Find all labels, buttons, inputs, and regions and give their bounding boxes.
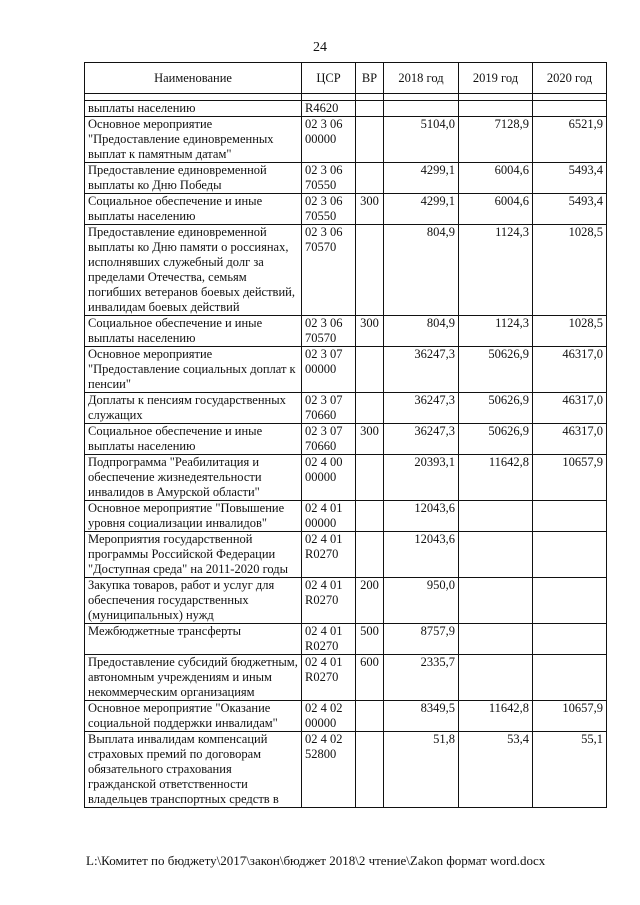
row-vr-cell: 200	[356, 578, 384, 624]
row-vr-cell	[356, 455, 384, 501]
row-2019-cell	[459, 101, 533, 117]
row-2018-cell: 20393,1	[384, 455, 459, 501]
row-2020-cell: 10657,9	[533, 701, 607, 732]
row-2018-cell: 36247,3	[384, 347, 459, 393]
row-name-cell: Закупка товаров, работ и услуг для обеспечения государственных (муниципальных) нужд	[85, 578, 302, 624]
row-csr-cell: 02 4 01 R0270	[302, 578, 356, 624]
row-name-cell: Основное мероприятие "Повышение уровня социализации инвалидов"	[85, 501, 302, 532]
row-2018-cell: 804,9	[384, 225, 459, 316]
row-vr-cell	[356, 101, 384, 117]
header-row	[85, 63, 607, 94]
row-2018-cell: 4299,1	[384, 163, 459, 194]
table-row	[85, 501, 607, 532]
row-vr-cell	[356, 117, 384, 163]
table-row	[85, 701, 607, 732]
row-vr-cell: 300	[356, 316, 384, 347]
row-vr-cell	[356, 701, 384, 732]
table-row	[85, 194, 607, 225]
row-csr-cell: 02 3 06 70570	[302, 316, 356, 347]
row-name-cell: Социальное обеспечение и иные выплаты населению	[85, 316, 302, 347]
row-2019-cell: 1124,3	[459, 316, 533, 347]
budget-table	[84, 62, 607, 808]
row-csr-cell: 02 3 06 70550	[302, 194, 356, 225]
row-2019-cell: 50626,9	[459, 347, 533, 393]
row-2020-cell: 10657,9	[533, 455, 607, 501]
row-name-cell: Предоставление единовременной выплаты ко Дню Победы	[85, 163, 302, 194]
row-vr-cell: 500	[356, 624, 384, 655]
row-name-cell: Предоставление единовременной выплаты ко Дню памяти о россиянах, исполнявших служебный долг за пределами Отечества, семьям погибших ветеранов боевых действий, инвалидам боевых действий	[85, 225, 302, 316]
row-2020-cell: 5493,4	[533, 194, 607, 225]
row-2020-cell	[533, 655, 607, 701]
row-2020-cell: 46317,0	[533, 393, 607, 424]
row-csr-cell: 02 4 02 52800	[302, 732, 356, 808]
col-header-2018: 2018 год	[384, 63, 459, 94]
row-2020-cell: 46317,0	[533, 424, 607, 455]
row-2018-cell: 36247,3	[384, 424, 459, 455]
row-2020-cell: 6521,9	[533, 117, 607, 163]
row-2020-cell	[533, 101, 607, 117]
row-vr-cell	[356, 393, 384, 424]
table-row	[85, 347, 607, 393]
row-name-cell: Межбюджетные трансферты	[85, 624, 302, 655]
row-csr-cell: R4620	[302, 101, 356, 117]
col-header-2020: 2020 год	[533, 63, 607, 94]
row-name-cell: выплаты населению	[85, 101, 302, 117]
row-csr-cell: 02 4 01 R0270	[302, 624, 356, 655]
row-csr-cell: 02 3 07 70660	[302, 393, 356, 424]
row-name-cell: Подпрограмма "Реабилитация и обеспечение жизнедеятельности инвалидов в Амурской области"	[85, 455, 302, 501]
row-2019-cell: 50626,9	[459, 393, 533, 424]
row-2019-cell: 11642,8	[459, 701, 533, 732]
row-2019-cell	[459, 578, 533, 624]
row-2018-cell: 5104,0	[384, 117, 459, 163]
col-header-2019: 2019 год	[459, 63, 533, 94]
row-name-cell: Социальное обеспечение и иные выплаты населению	[85, 194, 302, 225]
file-path-footer: L:\Комитет по бюджету\2017\закон\бюджет 2018\2 чтение\Zakon формат word.docx	[86, 853, 546, 868]
row-2020-cell: 1028,5	[533, 225, 607, 316]
row-vr-cell	[356, 163, 384, 194]
table-row	[85, 117, 607, 163]
spacer-row	[85, 94, 607, 101]
row-csr-cell: 02 3 07 00000	[302, 347, 356, 393]
col-header-vr: ВР	[356, 63, 384, 94]
row-2018-cell: 8349,5	[384, 701, 459, 732]
row-2020-cell	[533, 624, 607, 655]
table-row	[85, 532, 607, 578]
table-row	[85, 624, 607, 655]
row-vr-cell: 300	[356, 194, 384, 225]
row-2018-cell	[384, 101, 459, 117]
row-2019-cell: 6004,6	[459, 194, 533, 225]
col-header-name: Наименование	[85, 63, 302, 94]
row-vr-cell	[356, 347, 384, 393]
row-2019-cell: 50626,9	[459, 424, 533, 455]
row-vr-cell: 300	[356, 424, 384, 455]
table-row	[85, 225, 607, 316]
row-2018-cell: 4299,1	[384, 194, 459, 225]
row-2019-cell: 1124,3	[459, 225, 533, 316]
row-2019-cell: 11642,8	[459, 455, 533, 501]
table-row	[85, 732, 607, 808]
table-row	[85, 455, 607, 501]
row-name-cell: Выплата инвалидам компенсаций страховых премий по договорам обязательного страхования гражданской ответственности владельцев транспортных средств в	[85, 732, 302, 808]
row-csr-cell: 02 3 06 70570	[302, 225, 356, 316]
row-vr-cell	[356, 501, 384, 532]
row-2019-cell: 6004,6	[459, 163, 533, 194]
row-csr-cell: 02 4 01 R0270	[302, 655, 356, 701]
table-row	[85, 316, 607, 347]
row-csr-cell: 02 4 00 00000	[302, 455, 356, 501]
row-2019-cell: 53,4	[459, 732, 533, 808]
row-2020-cell	[533, 532, 607, 578]
row-csr-cell: 02 3 06 70550	[302, 163, 356, 194]
row-2019-cell	[459, 501, 533, 532]
row-2020-cell	[533, 501, 607, 532]
row-vr-cell	[356, 732, 384, 808]
row-2018-cell: 950,0	[384, 578, 459, 624]
row-vr-cell	[356, 225, 384, 316]
row-2018-cell: 804,9	[384, 316, 459, 347]
page-number: 24	[313, 40, 327, 55]
row-name-cell: Основное мероприятие "Предоставление единовременных выплат к памятным датам"	[85, 117, 302, 163]
row-name-cell: Предоставление субсидий бюджетным, автономным учреждениям и иным некоммерческим организациям	[85, 655, 302, 701]
row-name-cell: Социальное обеспечение и иные выплаты населению	[85, 424, 302, 455]
table-row	[85, 578, 607, 624]
row-vr-cell: 600	[356, 655, 384, 701]
row-2018-cell: 51,8	[384, 732, 459, 808]
row-name-cell: Мероприятия государственной программы Российской Федерации "Доступная среда" на 2011-2020 годы	[85, 532, 302, 578]
row-name-cell: Доплаты к пенсиям государственных служащих	[85, 393, 302, 424]
row-2020-cell: 55,1	[533, 732, 607, 808]
row-csr-cell: 02 3 07 70660	[302, 424, 356, 455]
row-2019-cell	[459, 655, 533, 701]
table-row	[85, 424, 607, 455]
row-name-cell: Основное мероприятие "Предоставление социальных доплат к пенсии"	[85, 347, 302, 393]
row-csr-cell: 02 4 01 R0270	[302, 532, 356, 578]
table-row	[85, 163, 607, 194]
row-2018-cell: 36247,3	[384, 393, 459, 424]
row-2020-cell: 46317,0	[533, 347, 607, 393]
table-row	[85, 101, 607, 117]
row-csr-cell: 02 4 02 00000	[302, 701, 356, 732]
row-csr-cell: 02 4 01 00000	[302, 501, 356, 532]
row-2020-cell: 1028,5	[533, 316, 607, 347]
row-name-cell: Основное мероприятие "Оказание социальной поддержки инвалидам"	[85, 701, 302, 732]
row-vr-cell	[356, 532, 384, 578]
row-2019-cell	[459, 624, 533, 655]
row-2020-cell: 5493,4	[533, 163, 607, 194]
col-header-csr: ЦСР	[302, 63, 356, 94]
row-csr-cell: 02 3 06 00000	[302, 117, 356, 163]
row-2018-cell: 2335,7	[384, 655, 459, 701]
row-2018-cell: 8757,9	[384, 624, 459, 655]
row-2020-cell	[533, 578, 607, 624]
row-2019-cell: 7128,9	[459, 117, 533, 163]
table-row	[85, 655, 607, 701]
row-2018-cell: 12043,6	[384, 501, 459, 532]
row-2018-cell: 12043,6	[384, 532, 459, 578]
table-row	[85, 393, 607, 424]
row-2019-cell	[459, 532, 533, 578]
